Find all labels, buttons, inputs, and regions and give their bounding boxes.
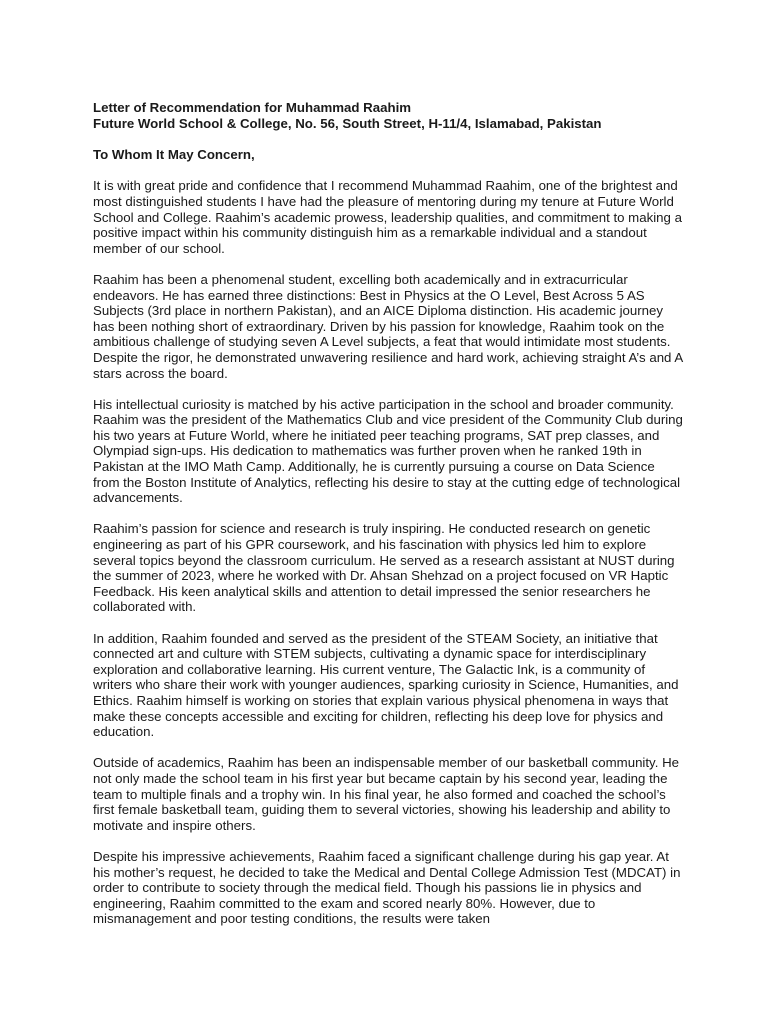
- paragraph-steam-society: In addition, Raahim founded and served as the president of the STEAM Society, an initiative that connected art and culture with STEM subjects, cultivating a dynamic space for interdisciplinary exploration and collaborative learning. His current venture, The Galactic Ink, is a community of writers who share their work with younger audiences, sparking curiosity in Science, Humanities, and Ethics. Raahim himself is working on stories that explain various physical phenomena in ways that make these concepts accessible and exciting for children, reflecting his deep love for physics and education.: [93, 630, 679, 740]
- paragraph-academics: Raahim has been a phenomenal student, excelling both academically and in extracurricular endeavors. He has earned three distinctions: Best in Physics at the O Level, Best Across 5 AS Subjects (3rd place in northern Pakistan), and an AICE Diploma distinction. His academic journey has been nothing short of extraordinary. Driven by his passion for knowledge, Raahim took on the ambitious challenge of studying seven A Level subjects, a feat that would intimidate most students. Despite the rigor, he demonstrated unwavering resilience and hard work, achieving straight A’s and A stars across the board.: [93, 271, 683, 381]
- paragraph-introduction: It is with great pride and confidence that I recommend Muhammad Raahim, one of the brightest and most distinguished students I have had the pleasure of mentoring during my tenure at Future World School and College. Raahim’s academic prowess, leadership qualities, and commitment to making a positive impact within his community distinguish him as a remarkable individual and a standout member of our school.: [93, 178, 682, 256]
- paragraph-mdcat: Despite his impressive achievements, Raahim faced a significant challenge during his gap year. At his mother’s request, he decided to take the Medical and Dental College Admission Test (MDCAT) in order to contribute to society through the medical field. Though his passions lie in physics and engineering, Raahim committed to the exam and scored nearly 80%. However, due to mismanagement and poor testing conditions, the results were taken: [93, 848, 681, 927]
- paragraph-research: Raahim’s passion for science and research is truly inspiring. He conducted research on genetic engineering as part of his GPR coursework, and his fascination with physics led him to explore several topics beyond the classroom curriculum. He served as a research assistant at NUST during the summer of 2023, where he worked with Dr. Ahsan Shehzad on a project focused on VR Haptic Feedback. His keen analytical skills and attention to detail impressed the senior researchers he collaborated with.: [93, 521, 675, 615]
- salutation: To Whom It May Concern,: [93, 147, 255, 163]
- paragraph-basketball: Outside of academics, Raahim has been an indispensable member of our basketball community. He not only made the school team in his first year but became captain by his second year, leading the team to multiple finals and a trophy win. In his final year, he also formed and coached the school’s first female basketball team, guiding them to several victories, showing his leadership and ability to motivate and inspire others.: [93, 755, 680, 833]
- letter-title: Letter of Recommendation for Muhammad Raahim: [93, 100, 412, 115]
- paragraph-community: His intellectual curiosity is matched by his active participation in the school and broader community. Raahim was the president of the Mathematics Club and vice president of the Community Club during his two years at Future World, where he initiated peer teaching programs, SAT prep classes, and Olympiad sign-ups. His dedication to mathematics was further proven when he ranked 19th in Pakistan at the IMO Math Camp. Additionally, he is currently pursuing a course on Data Science from the Boston Institute of Analytics, reflecting his desire to stay at the cutting edge of technological advancements.: [93, 396, 683, 506]
- letter-body: [93, 100, 683, 927]
- school-address: Future World School & College, No. 56, South Street, H-11/4, Islamabad, Pakistan: [93, 115, 602, 131]
